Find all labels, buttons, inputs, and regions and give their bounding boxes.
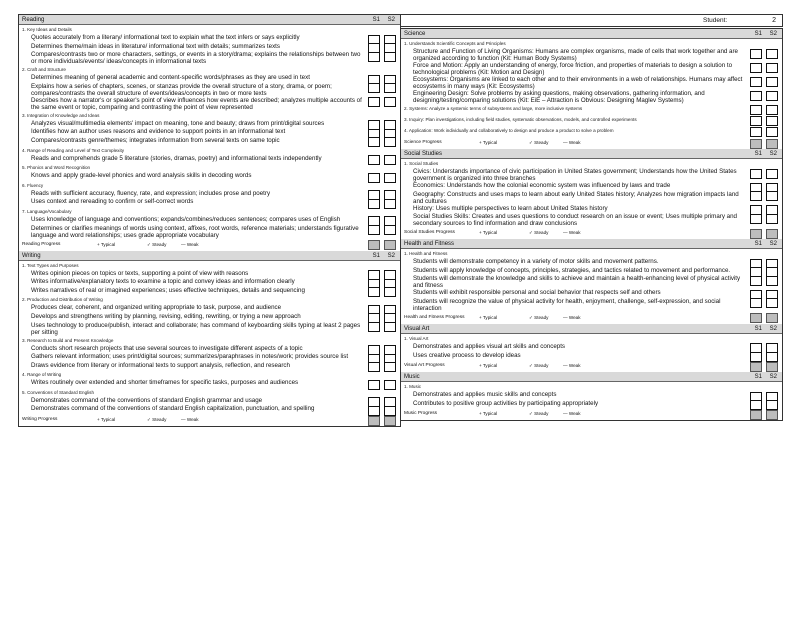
progress-s1-box (368, 416, 380, 426)
key-weak: — Weak (563, 230, 581, 236)
strand-grade-boxes (750, 115, 780, 126)
reading-section-title: Reading (22, 17, 45, 23)
key-typical: + Typical (479, 230, 498, 236)
standard-s2-box[interactable] (384, 322, 396, 332)
strand-s2-box[interactable] (766, 116, 778, 126)
standard-grade-boxes (368, 287, 398, 296)
standard-s1-box[interactable] (750, 77, 762, 87)
key-weak: — Weak (563, 314, 581, 320)
standard-grade-boxes (368, 405, 398, 414)
strand-label: 7. Language/Vocabulary (22, 208, 72, 214)
standard-text: Structure and Function of Living Organisms: Humans are complex organisms, made of cells that work together and are organized according to function (Kit: Human Body Systems) (413, 48, 738, 62)
standard-row (19, 379, 400, 388)
standard-grade-boxes (750, 258, 780, 267)
key-steady: ✓ Steady (529, 363, 549, 369)
standard-row (19, 287, 400, 296)
standard-text: Conducts short research projects that use several sources to investigate different aspects of a topic (31, 344, 303, 352)
standard-text: History: Uses multiple perspectives to learn about United States history (413, 204, 608, 212)
standard-row (19, 345, 400, 354)
strand-label: 4. Range of Reading and Level of Text Complexity (22, 147, 125, 153)
standard-text: Describes how a narrator's or speaker's point of view influences how events are described; analyzes multiple accounts of the same event or topic, comparing and contrasting the point of view represented (31, 96, 362, 111)
strand-label: 1. Text Types and Purposes (22, 262, 79, 268)
standard-row (19, 225, 400, 239)
s2-header: S2 (769, 151, 777, 157)
progress-label: Visual Art Progress (404, 363, 445, 369)
right-column (400, 28, 783, 421)
standard-s2-box[interactable] (766, 169, 778, 179)
standard-text: Compares/contrasts two or more characters, settings, or events in a story/drama; explains the relationships between two or more individuals/events/ ideas/concepts in informational texts (31, 51, 361, 66)
standard-text: Produces clear, coherent, and organized writing appropriate to task, purpose, and audience (31, 304, 282, 312)
key-weak: — Weak (563, 411, 581, 417)
standard-grade-boxes (750, 400, 780, 409)
standard-s1-box[interactable] (750, 191, 762, 201)
standard-grade-boxes (368, 74, 398, 83)
standard-text: Explains how a series of chapters, scenes, or stanzas provide the overall structure of a story, drama, or poem; compares/contrasts the overall structure of events/ideas/concepts in two or more texts (31, 82, 332, 97)
standard-grade-boxes (368, 34, 398, 43)
standard-text: Ecosystems: Organisms are linked to each other and to their environments in a web of relationships. Humans may affect ecosystems in many ways (Kit: Ecosystems) (413, 76, 743, 90)
standard-text: Writes routinely over extended and shorter timeframes for specific tasks, purposes and audiences (31, 379, 299, 387)
progress-s1-box (750, 229, 762, 239)
standard-text: Quotes accurately from a literary/ informational text to explain what the text infers or says explicitly (31, 34, 300, 41)
writing-section-title: Writing (22, 252, 41, 259)
health-and-fitness-section-header (401, 239, 782, 249)
standard-s2-box[interactable] (384, 173, 396, 183)
standard-s1-box[interactable] (368, 362, 380, 372)
key-steady: ✓ Steady (529, 230, 549, 236)
reading-section-header (19, 15, 400, 25)
progress-label: Writing Progress (22, 417, 58, 423)
standard-s2-box[interactable] (766, 191, 778, 201)
standard-grade-boxes (368, 83, 398, 97)
standard-s1-box[interactable] (368, 322, 380, 332)
writing-progress-row (19, 414, 400, 426)
standard-s2-box[interactable] (384, 155, 396, 165)
science-section-title: Science (404, 31, 426, 37)
standard-row (19, 74, 400, 83)
progress-s2-box (766, 410, 778, 420)
standard-grade-boxes (750, 168, 780, 182)
standard-text: Uses creative process to develop ideas (413, 351, 521, 359)
progress-label: Music Progress (404, 411, 438, 417)
standard-text: Reads and comprehends grade 5 literature (stories, dramas, poetry) and informational texts independently (31, 154, 322, 162)
progress-s1-box (750, 410, 762, 420)
strand-label: 4. Range of Writing (22, 372, 62, 378)
health-and-fitness-progress-row (401, 312, 782, 324)
standard-text: Determines meaning of general academic and content-specific words/phrases as they are used in text (31, 74, 310, 82)
standard-s2-box[interactable] (384, 380, 396, 390)
standard-text: Contributes to positive group activities by participating appropriately (413, 399, 599, 407)
strand-grade-boxes (750, 104, 780, 115)
social-studies-section-header (401, 149, 782, 159)
standard-grade-boxes (368, 270, 398, 279)
key-steady: ✓ Steady (529, 314, 549, 320)
standard-row (19, 198, 400, 207)
progress-grade-boxes (750, 361, 780, 371)
standard-grade-boxes (750, 205, 780, 214)
standard-s2-box[interactable] (766, 77, 778, 87)
standard-text: Force and Motion: Apply an understanding of energy, force friction, and properties of materials to design a solution to technological problems (Kit: Motion and Design) (413, 62, 733, 76)
standard-grade-boxes (750, 62, 780, 76)
s1-header: S1 (754, 374, 762, 381)
standard-text: Civics: Understands importance of civic participation in United States government; Understands how the United States government is organized into three branches (413, 168, 737, 182)
standard-text: Reads with sufficient accuracy, fluency, rate, and expression; includes prose and poetry (31, 189, 271, 197)
key-typical: + Typical (479, 314, 498, 320)
standard-grade-boxes (368, 51, 398, 65)
standard-grade-boxes (750, 48, 780, 62)
standard-s2-box[interactable] (384, 362, 396, 372)
standard-s2-box[interactable] (384, 83, 396, 93)
standard-grade-boxes (368, 345, 398, 354)
standard-text: Determines or clarifies meanings of words using context, affixes, root words, reference materials; understands figurative language and word relationships; uses grade appropriate vocabulary (31, 224, 359, 239)
standard-row (401, 391, 782, 400)
science-section-header (401, 29, 782, 39)
standard-row (19, 322, 400, 336)
visual-art-section-header (401, 324, 782, 334)
progress-grade-boxes (368, 240, 398, 250)
standard-grade-boxes (750, 298, 780, 312)
strand-s1-box[interactable] (750, 116, 762, 126)
progress-grade-boxes (750, 228, 780, 238)
standard-text: Writes opinion pieces on topics or texts, supporting a point of view with reasons (31, 269, 249, 277)
standard-text: Determines theme/main ideas in literature/ informational text with details; summarizes texts (31, 42, 280, 50)
strand-label: 1. Social Studies (404, 161, 439, 166)
strand-label: 1. Key Ideas and Details (22, 27, 72, 32)
strand-label: 6. Fluency (22, 182, 44, 188)
strand-label: 5. Conventions of Standard English (22, 389, 95, 395)
standard-text: Students will recognize the value of physical activity for health, enjoyment, challenge, self-expression, and social interaction (413, 297, 721, 312)
standard-row (19, 304, 400, 313)
standard-row (19, 270, 400, 279)
standard-row (401, 343, 782, 352)
standard-text: Knows and apply grade-level phonics and word analysis skills in decoding words (31, 172, 252, 180)
standard-row (19, 405, 400, 414)
s2-header: S2 (769, 31, 777, 37)
standard-s2-box[interactable] (766, 91, 778, 101)
standard-s2-box[interactable] (384, 52, 396, 62)
standard-grade-boxes (368, 397, 398, 406)
standard-grade-boxes (750, 90, 780, 104)
standard-row (401, 126, 782, 137)
standard-text: Demonstrates and applies visual art skills and concepts (413, 342, 566, 350)
music-section-title: Music (404, 374, 420, 381)
standard-text: Social Studies Skills: Creates and uses questions to conduct research on an issue or event; Uses multiple primary and secondary sources to find information and draw conclusions (413, 213, 737, 228)
standard-row (401, 352, 782, 361)
reading-progress-row (19, 239, 400, 251)
standard-row (401, 400, 782, 409)
standard-s1-box[interactable] (750, 169, 762, 179)
standard-grade-boxes (368, 313, 398, 322)
strand-label: 2. Craft and Structure (22, 67, 66, 73)
standard-grade-boxes (368, 128, 398, 137)
standard-row (19, 190, 400, 199)
progress-grade-boxes (750, 138, 780, 148)
standard-row (19, 97, 400, 111)
standard-s2-box[interactable] (384, 137, 396, 147)
standard-grade-boxes (368, 304, 398, 313)
progress-s2-box (766, 362, 778, 372)
standard-grade-boxes (368, 190, 398, 199)
science-progress-row (401, 137, 782, 149)
standard-s1-box[interactable] (368, 83, 380, 93)
strand-s2-box[interactable] (766, 127, 778, 137)
standard-s1-box[interactable] (368, 225, 380, 235)
standard-text: Uses technology to produce/publish, interact and collaborate; has command of keyboarding skills typing at least 2 pages per sitting (31, 321, 361, 336)
standard-text: Demonstrates and applies music skills and concepts (413, 391, 557, 399)
standard-s1-box[interactable] (368, 173, 380, 183)
standard-s1-box[interactable] (750, 214, 762, 224)
standard-grade-boxes (750, 191, 780, 205)
standard-row (401, 298, 782, 312)
standard-text: Economics: Understands how the colonial economic system was influenced by laws and trade (413, 182, 671, 189)
key-typical: + Typical (479, 140, 498, 145)
standard-text: Gathers relevant information; uses print/digital sources; summarizes/paraphrases in notes/work; provides source list (31, 353, 349, 361)
standard-row (401, 168, 782, 182)
strand-label: 3. Inquiry: Plan investigations, including field studies, systematic observations, models, and controlled experiments (404, 117, 637, 122)
standard-row (401, 275, 782, 289)
standard-grade-boxes (368, 172, 398, 181)
key-steady: ✓ Steady (147, 417, 167, 423)
standard-row (401, 213, 782, 227)
key-typical: + Typical (97, 417, 116, 423)
standard-text: Identifies how an author uses reasons and evidence to support points in an informational text (31, 128, 286, 136)
key-weak: — Weak (563, 140, 581, 145)
s2-header: S2 (769, 325, 777, 332)
standard-grade-boxes (368, 278, 398, 287)
standard-row (401, 289, 782, 298)
standard-grade-boxes (750, 289, 780, 298)
standard-grade-boxes (368, 155, 398, 164)
standard-s2-box[interactable] (766, 63, 778, 73)
standard-s2-box[interactable] (766, 298, 778, 308)
visual-art-section-title: Visual Art (404, 325, 430, 332)
progress-s2-box (384, 416, 396, 426)
standard-grade-boxes (368, 322, 398, 336)
progress-s2-box (766, 313, 778, 323)
standard-row (19, 397, 400, 406)
standard-s1-box[interactable] (368, 97, 380, 107)
s1-header: S1 (754, 31, 762, 37)
standard-row (19, 216, 400, 225)
standard-grade-boxes (368, 198, 398, 207)
strand-label: 5. Phonics and Word Recognition (22, 165, 91, 171)
s2-header: S2 (387, 252, 395, 259)
key-weak: — Weak (181, 417, 199, 423)
standard-row (401, 90, 782, 104)
progress-s1-box (750, 362, 762, 372)
music-section-header (401, 372, 782, 382)
page-number: 2 (772, 17, 776, 24)
standard-text: Students will demonstrate the knowledge and skills to achieve and maintain a health-enhancing level of physical activity and fitness (413, 275, 741, 290)
standard-s1-box[interactable] (368, 155, 380, 165)
standard-grade-boxes (750, 267, 780, 276)
standard-text: Students will apply knowledge of concepts, principles, strategies, and tactics related to movement and performance. (413, 266, 731, 274)
s2-header: S2 (769, 374, 777, 381)
standard-row (401, 48, 782, 62)
standard-grade-boxes (750, 213, 780, 227)
s2-header: S2 (387, 17, 395, 23)
standard-s1-box[interactable] (368, 137, 380, 147)
standard-text: Analyzes visual/multimedia elements' impact on meaning, tone and beauty; draws from print/digital sources (31, 119, 325, 127)
standard-s1-box[interactable] (368, 199, 380, 209)
standard-s2-box[interactable] (384, 225, 396, 235)
standard-text: Demonstrates command of the conventions of standard English capitalization, punctuation, and spelling (31, 405, 315, 413)
progress-s2-box (766, 139, 778, 149)
progress-s1-box (368, 240, 380, 250)
standard-row (19, 43, 400, 52)
standard-s2-box[interactable] (384, 287, 396, 297)
strand-s2-box[interactable] (766, 105, 778, 115)
key-steady: ✓ Steady (147, 241, 167, 247)
standard-row (19, 155, 400, 164)
progress-grade-boxes (750, 313, 780, 323)
strand-s1-box[interactable] (750, 105, 762, 115)
strand-label: 2. Production and Distribution of Writing (22, 297, 103, 303)
standard-grade-boxes (368, 353, 398, 362)
progress-label: Social Studies Progress (404, 230, 455, 236)
standard-row (401, 182, 782, 191)
standard-text: Compares/contrasts genre/themes; integrates information from several texts on same topic (31, 136, 280, 144)
standard-s1-box[interactable] (750, 63, 762, 73)
standard-row (19, 51, 400, 65)
standard-text: Students will demonstrate competency in a variety of motor skills and movement patterns. (413, 258, 659, 266)
progress-s2-box (384, 240, 396, 250)
standard-grade-boxes (368, 379, 398, 388)
standard-text: Uses knowledge of language and conventions; expands/combines/reduces sentences; compares uses of English (31, 215, 341, 223)
s2-header: S2 (769, 241, 777, 248)
strand-s1-box[interactable] (750, 127, 762, 137)
standard-row (19, 137, 400, 146)
standard-grade-boxes (750, 343, 780, 352)
strand-grade-boxes (750, 126, 780, 137)
standard-grade-boxes (368, 216, 398, 225)
progress-s1-box (750, 139, 762, 149)
standard-s1-box[interactable] (368, 380, 380, 390)
standard-s1-box[interactable] (750, 91, 762, 101)
standard-s1-box[interactable] (750, 298, 762, 308)
standard-grade-boxes (750, 275, 780, 289)
standard-s1-box[interactable] (368, 52, 380, 62)
standard-text: Draws evidence from literary or informational texts to support analysis, reflection, and research (31, 361, 290, 369)
standard-row (19, 353, 400, 362)
s1-header: S1 (372, 252, 380, 259)
progress-s1-box (750, 313, 762, 323)
standard-row (19, 362, 400, 371)
writing-section-header (19, 251, 400, 261)
standard-s2-box[interactable] (766, 49, 778, 59)
standard-s2-box[interactable] (384, 199, 396, 209)
standard-grade-boxes (750, 76, 780, 90)
standard-row (19, 128, 400, 137)
standard-text: Engineering Design: Solve problems by asking questions, making observations, gathering information, and designing/testing/comparing solutions (Kit: EiE – Attraction is Obvious: Designing Maglev Systems) (413, 90, 705, 104)
s1-header: S1 (754, 151, 762, 157)
progress-grade-boxes (750, 409, 780, 419)
standard-row (401, 191, 782, 205)
health-and-fitness-section-title: Health and Fitness (404, 241, 455, 248)
standard-s1-box[interactable] (750, 49, 762, 59)
progress-label: Reading Progress (22, 241, 61, 247)
s1-header: S1 (372, 17, 380, 23)
standard-s1-box[interactable] (368, 287, 380, 297)
standard-grade-boxes (368, 362, 398, 371)
key-typical: + Typical (479, 363, 498, 369)
standard-s2-box[interactable] (384, 97, 396, 107)
standard-text: Uses context and rereading to confirm or self-correct words (31, 198, 194, 206)
standard-text: Students will exhibit responsible personal and social behavior that respects self and others (413, 289, 661, 297)
social-studies-progress-row (401, 227, 782, 239)
s1-header: S1 (754, 325, 762, 332)
standard-grade-boxes (368, 43, 398, 52)
strand-label: 1. Health and Fitness (404, 251, 448, 257)
standard-row (19, 172, 400, 181)
music-progress-row (401, 408, 782, 420)
progress-s2-box (766, 229, 778, 239)
standard-row (401, 115, 782, 126)
key-weak: — Weak (181, 241, 199, 247)
strand-label: 4. Application: Work individually and collaboratively to design and produce a product to solve a problem (404, 128, 614, 133)
standard-s1-box[interactable] (750, 276, 762, 286)
strand-label: 1. Understands Scientific Concepts and Principles (404, 41, 506, 46)
standard-grade-boxes (368, 120, 398, 129)
standard-grade-boxes (368, 97, 398, 111)
visual-art-progress-row (401, 360, 782, 372)
strand-label: 3. Integration of Knowledge and Ideas (22, 112, 100, 118)
strand-label: 3. Research to Build and Present Knowledge (22, 337, 114, 343)
progress-label: Health and Fitness Progress (404, 314, 465, 320)
key-typical: + Typical (479, 411, 498, 417)
student-header (400, 14, 783, 27)
strand-label: 1. Music (404, 384, 422, 390)
s1-header: S1 (754, 241, 762, 248)
standard-row (401, 267, 782, 276)
key-steady: ✓ Steady (529, 140, 549, 145)
key-weak: — Weak (563, 363, 581, 369)
standard-text: Develops and strengthens writing by planning, revising, editing, rewriting, or trying a new approach (31, 312, 301, 320)
standard-row (19, 34, 400, 43)
standard-row (401, 76, 782, 90)
standard-row (19, 313, 400, 322)
strand-label: 2. Systems: Analyze a systemic terms of subsystems and large, more inclusive systems (404, 106, 583, 111)
student-label: Student: (703, 17, 728, 24)
standard-text: Writes informative/explanatory texts to examine a topic and convey ideas and information clearly (31, 278, 295, 286)
standard-grade-boxes (368, 225, 398, 239)
standard-s2-box[interactable] (766, 214, 778, 224)
standard-row (19, 83, 400, 97)
standard-row (19, 120, 400, 129)
standard-row (401, 62, 782, 76)
standard-text: Writes narratives of real or imagined experiences; uses effective techniques, details and sequencing (31, 286, 305, 294)
strand-label: 1. Visual Art (404, 335, 429, 341)
standard-grade-boxes (750, 182, 780, 191)
progress-label: Science Progress (404, 140, 442, 145)
standard-s2-box[interactable] (766, 276, 778, 286)
standard-grade-boxes (750, 391, 780, 400)
left-column (18, 14, 401, 427)
social-studies-section-title: Social Studies (404, 151, 443, 157)
standard-row (19, 278, 400, 287)
standard-text: Demonstrates command of the conventions of standard English grammar and usage (31, 396, 263, 404)
standard-text: Geography: Constructs and uses maps to learn about early United States history; Analyzes how migration impacts land and cultures (413, 190, 739, 205)
standard-grade-boxes (368, 137, 398, 146)
standard-row (401, 205, 782, 214)
progress-grade-boxes (368, 415, 398, 425)
standard-row (401, 258, 782, 267)
key-steady: ✓ Steady (529, 411, 549, 417)
standard-row (401, 104, 782, 115)
standard-grade-boxes (750, 352, 780, 361)
key-typical: + Typical (97, 241, 116, 247)
